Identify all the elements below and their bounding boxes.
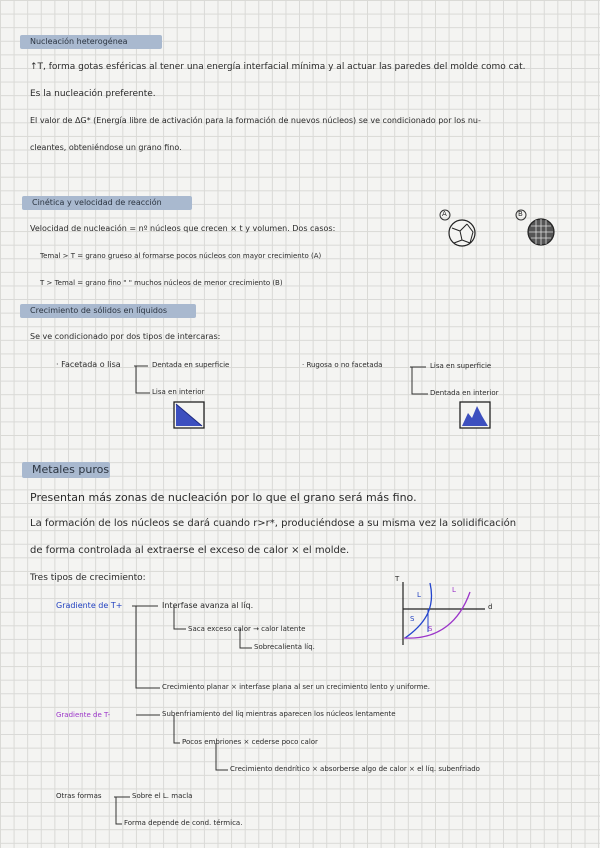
- tree-branch: Sobre el L. macla: [132, 792, 193, 800]
- text-line: Temal > T = grano grueso al formarse pocos núcleos con mayor crecimiento (A): [40, 252, 322, 260]
- tree-branch: Lisa en superficie: [430, 362, 492, 370]
- label-gradiente-negativo: Gradiente de T-: [56, 711, 111, 719]
- fine-grain-icon: [528, 219, 554, 245]
- heading-nucleacion-heterogenea: Nucleación heterogénea: [20, 35, 162, 49]
- text-line: Presentan más zonas de nucleación por lo que el grano será más fino.: [30, 491, 417, 504]
- text-line: cleantes, obteniéndose un grano fino.: [30, 143, 182, 152]
- coarse-grain-icon: [449, 220, 475, 246]
- tree-branch: Dentada en superficie: [152, 361, 230, 369]
- label-gradiente-positivo: Gradiente de T+: [56, 601, 123, 610]
- text-line: Se ve condicionado por dos tipos de intercaras:: [30, 332, 221, 341]
- graph-label-s2: S: [428, 625, 433, 633]
- tree-branch: Pocos embriones × cederse poco calor: [182, 738, 318, 746]
- graph-axis-x: d: [488, 603, 493, 611]
- faceted-crystal-icon: [174, 402, 204, 428]
- text-line: Tres tipos de crecimiento:: [30, 573, 146, 583]
- label-a: A: [442, 210, 447, 218]
- tree-branch: Interfase avanza al líq.: [162, 601, 254, 610]
- tree-branch: Saca exceso calor → calor latente: [188, 625, 306, 633]
- text-line: El valor de ΔG* (Energía libre de activación para la formación de nuevos núcleos) se ve condicionado por los nu-: [30, 116, 481, 125]
- heading-metales-puros: Metales puros: [22, 462, 110, 478]
- label-b: B: [518, 210, 523, 218]
- label-otras-formas: Otras formas: [56, 792, 102, 800]
- text-line: Es la nucleación preferente.: [30, 89, 156, 99]
- graph-label-s: S: [410, 615, 415, 623]
- tree-branch: Crecimiento planar × interfase plana al ser un crecimiento lento y uniforme.: [162, 683, 430, 691]
- heading-cinetica: Cinética y velocidad de reacción: [22, 196, 192, 210]
- text-line: La formación de los núcleos se dará cuando r>r*, produciéndose a su misma vez la solidificación: [30, 518, 517, 529]
- tree-root-rugosa: · Rugosa o no facetada: [302, 361, 383, 369]
- text-line: ↑T, forma gotas esféricas al tener una energía interfacial mínima y al actuar las paredes del molde como cat.: [30, 62, 526, 72]
- tree-branch: Crecimiento dendrítico × absorberse algo de calor × el líq. subenfriado: [230, 765, 480, 773]
- text-line: Velocidad de nucleación = nº núcleos que crecen × t y volumen. Dos casos:: [30, 224, 336, 233]
- tree-branch: Lisa en interior: [152, 388, 205, 396]
- text-line: de forma controlada al extraerse el exceso de calor × el molde.: [30, 545, 350, 556]
- tree-branch: Forma depende de cond. térmica.: [124, 819, 243, 827]
- tree-root-facetada: · Facetada o lisa: [56, 360, 121, 369]
- rough-crystal-icon: [460, 402, 490, 428]
- text-line: T > Temal = grano fino " " muchos núcleos de menor crecimiento (B): [40, 279, 283, 287]
- graph-axis-y: T: [395, 575, 400, 583]
- graph-label-l2: L: [452, 586, 456, 594]
- heading-crecimiento-solidos: Crecimiento de sólidos en líquidos: [20, 304, 196, 318]
- graph-label-l: L: [417, 591, 421, 599]
- tree-branch: Dentada en interior: [430, 389, 499, 397]
- tree-branch: Sobrecalienta líq.: [254, 643, 315, 651]
- tree-branch: Subenfriamiento del líq mientras aparecen los núcleos lentamente: [162, 710, 396, 718]
